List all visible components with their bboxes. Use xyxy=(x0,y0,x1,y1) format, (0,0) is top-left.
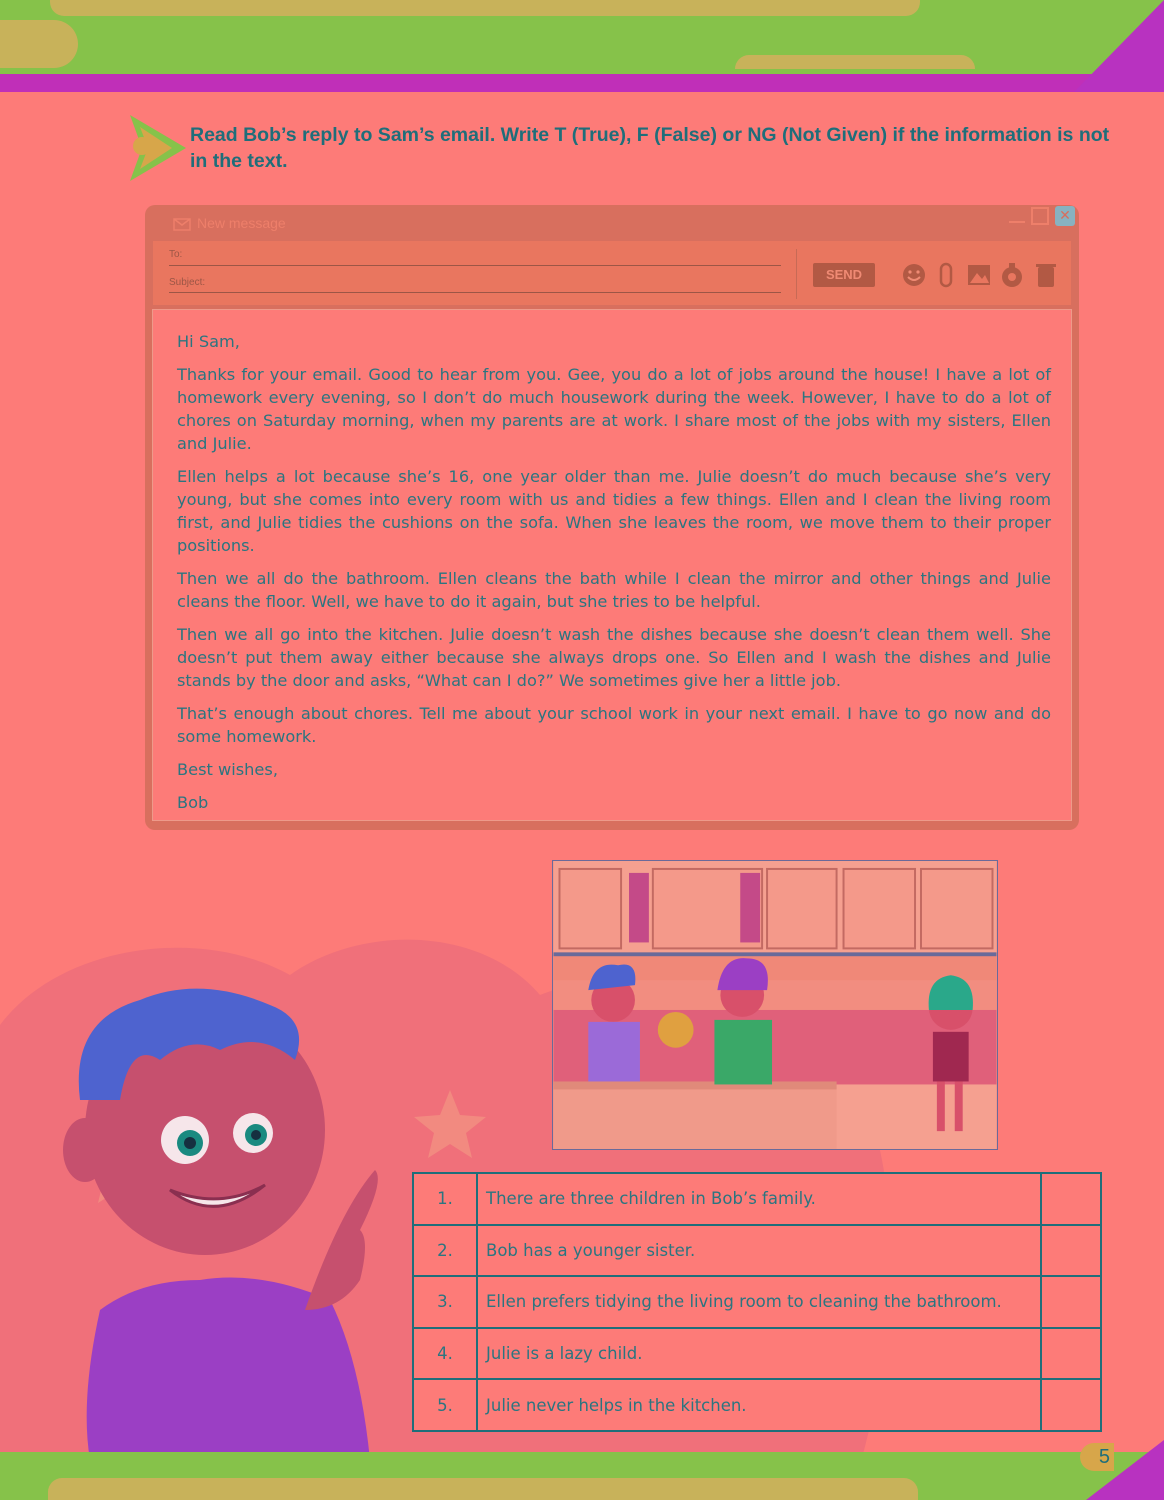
question-number: 4. xyxy=(413,1328,477,1380)
table-row xyxy=(413,1276,1101,1328)
question-number: 3. xyxy=(413,1276,477,1328)
email-signature: Bob xyxy=(177,793,209,812)
emoji-icon[interactable] xyxy=(901,261,927,289)
question-number: 1. xyxy=(413,1173,477,1225)
email-paragraph: Thanks for your email. Good to hear from you. Gee, you do a lot of jobs around the house! I have a lot of homework every evening, so I don’t do much housework during the week. However, I have to do a lot of chores on Saturday morning, when my parents are at work. I share most of the jobs with my sisters, Ellen and Julie. xyxy=(177,365,1051,453)
top-banner xyxy=(0,0,1164,92)
banner-tan-tab-right xyxy=(735,55,975,69)
table-row xyxy=(413,1328,1101,1380)
question-number: 2. xyxy=(413,1225,477,1277)
to-field[interactable] xyxy=(169,265,781,266)
email-body xyxy=(152,309,1072,821)
email-header xyxy=(153,241,1071,305)
table-row xyxy=(413,1225,1101,1277)
subject-field[interactable] xyxy=(169,292,781,293)
image-icon[interactable] xyxy=(966,261,992,289)
email-paragraph: That’s enough about chores. Tell me about your school work in your next email. I have to go now and do some homework. xyxy=(177,704,1051,746)
boy-illustration xyxy=(40,980,400,1460)
banner-tan-stripe xyxy=(50,0,920,16)
question-statement: Bob has a younger sister. xyxy=(477,1225,1041,1277)
close-button[interactable] xyxy=(1055,206,1075,226)
header-divider xyxy=(796,249,797,299)
answer-cell[interactable] xyxy=(1041,1328,1101,1380)
table-row xyxy=(413,1173,1101,1225)
table-row xyxy=(413,1379,1101,1431)
play-arrow-icon xyxy=(128,113,188,183)
email-greeting: Hi Sam, xyxy=(177,332,240,351)
email-paragraph: Then we all go into the kitchen. Julie doesn’t wash the dishes because she doesn’t clean them well. She doesn’t put them away either because she always drops one. So Ellen and I wash the dishes and Julie stands by the door and asks, “What can I do?” We sometimes give her a little job. xyxy=(177,625,1051,690)
answer-cell[interactable] xyxy=(1041,1379,1101,1431)
close-icon: ✕ xyxy=(1059,208,1071,224)
page-number: 5 xyxy=(1080,1443,1114,1471)
question-statement: Ellen prefers tidying the living room to cleaning the bathroom. xyxy=(477,1276,1041,1328)
instruction-text: Read Bob’s reply to Sam’s email. Write T (True), F (False) or NG (Not Given) if the information is not in the text. xyxy=(190,124,1110,172)
send-button[interactable]: SEND xyxy=(813,263,875,287)
paperclip-icon[interactable] xyxy=(933,261,959,289)
bottom-tan-stripe xyxy=(48,1478,918,1500)
question-table xyxy=(412,1172,1102,1432)
question-statement: Julie is a lazy child. xyxy=(477,1328,1041,1380)
envelope-icon xyxy=(173,218,191,231)
to-label: To: xyxy=(169,249,183,260)
email-paragraph: Then we all do the bathroom. Ellen cleans the bath while I clean the mirror and other things and Julie cleans the floor. Well, we have to do it again, but she tries to be helpful. xyxy=(177,569,1051,611)
maximize-button[interactable] xyxy=(1031,207,1049,225)
minimize-button[interactable] xyxy=(1009,221,1025,223)
kitchen-illustration xyxy=(552,860,998,1150)
banner-purple-stripe xyxy=(0,74,1164,92)
subject-label: Subject: xyxy=(169,277,206,288)
answer-cell[interactable] xyxy=(1041,1225,1101,1277)
banner-tan-tab xyxy=(0,20,78,68)
question-statement: Julie never helps in the kitchen. xyxy=(477,1379,1041,1431)
question-statement: There are three children in Bob’s family. xyxy=(477,1173,1041,1225)
answer-cell[interactable] xyxy=(1041,1173,1101,1225)
question-number: 5. xyxy=(413,1379,477,1431)
email-closing: Best wishes, xyxy=(177,760,278,779)
attachment-icon[interactable] xyxy=(999,261,1025,289)
trash-icon[interactable] xyxy=(1033,261,1059,289)
email-window xyxy=(145,205,1079,830)
answer-cell[interactable] xyxy=(1041,1276,1101,1328)
email-paragraph: Ellen helps a lot because she’s 16, one year older than me. Julie doesn’t do much because she’s very young, but she comes into every room with us and tidies a few things. Ellen and I clean the living room first, and Julie tidies the cushions on the sofa. When she leaves the room, we move them to their proper positions. xyxy=(177,467,1051,555)
window-title: New message xyxy=(197,215,286,231)
